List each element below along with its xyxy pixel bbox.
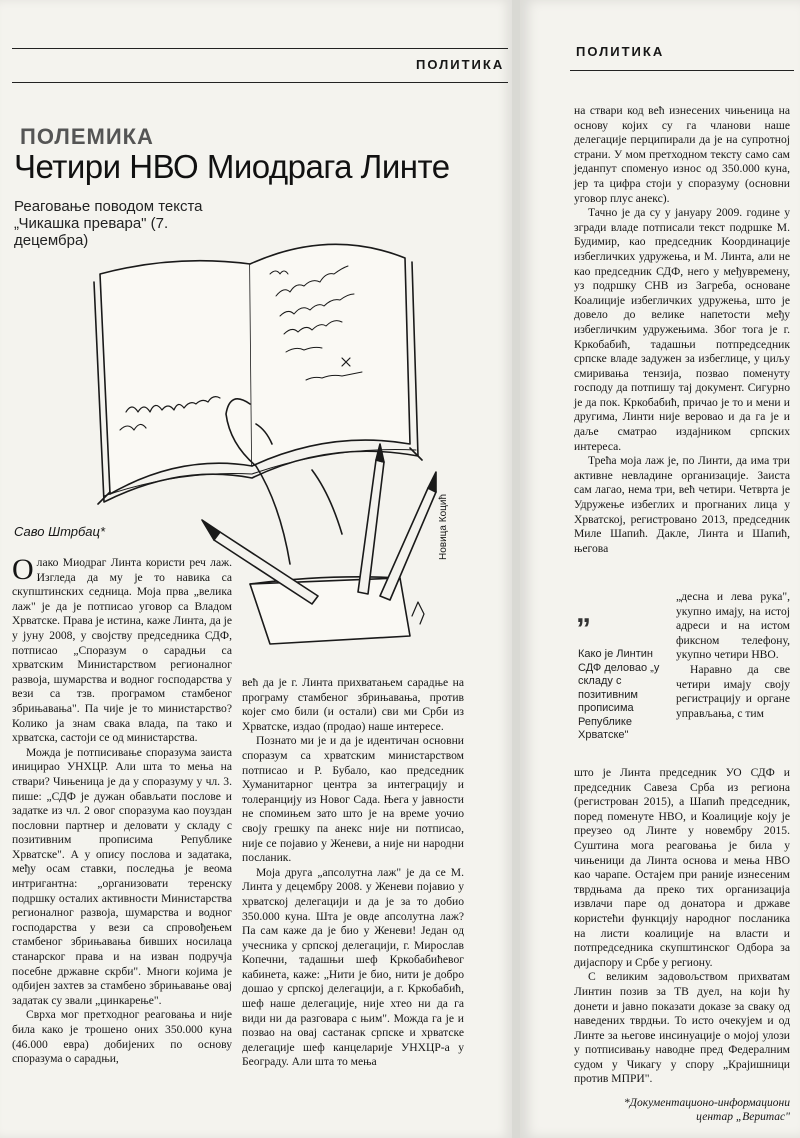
col3-bottom-paragraph-2: С великим задовољством прихватам Линтин позив за ТВ дуел, на који ћу донети и јавно показати доказе за сваку од наведених тврдњи. То исто очекујем и од Линте за његове инсинуације о мојој улози у потписивању наводне пред Федералним судом у Чикагу у спору „Крајишници против МПРИ".: [574, 970, 790, 1086]
masthead-right-rule: [570, 70, 794, 71]
col1-paragraph-1: [12, 553, 232, 746]
section-label: ПОЛЕМИКА: [20, 124, 154, 149]
byline: Саво Штрбац*: [14, 524, 106, 539]
col3-paragraph-3: Трећа моја лаж је, по Линти, да има три активне невладине организације. Заиста сам лагао, нема три, већ четири. Четврта је Удружење избеглих и прогнаних лица у Хрватској, регистровано 2013, председник Миле Шапић. Дакле, Линта и Шапић, његова: [574, 454, 790, 555]
column-3-bottom: [574, 766, 790, 1087]
masthead-rule-bottom: [12, 82, 508, 83]
col3-paragraph-2: Тачно је да су у јануару 2009. године у згради владе потписали текст подршке М. Будимир, као председник Координације избегличких удружења, и М. Линта, али не као председник СДФ, него у међувремену, уз подршку СНВ из Загреба, основане Коалиције избегличких удружења, што је довело до велике напетости међу избегличким удружењима. Због тога је г. Кркобабић, тадашњи потпредседник српске владе задужен за избеглице, у циљу смиривања тензија, позвао поменуту господу да потпишу тај документ. Сигурно је да пок. Кркобабић, причао је то и мени и другима, Линти није веровао и да га је и даље сматрао издајником српских интереса.: [574, 206, 790, 453]
col3-narrow-paragraph-2: Наравно да све четири имају своју регистрацију и органе управљања, с тим: [676, 662, 790, 720]
col2-paragraph-1: већ да је г. Линта прихватањем сарадње на програму стамбеног збрињавања, против којег смо били (и остали) сви ми Срби из Хрватске, издао (продао) наше интересе.: [242, 676, 464, 733]
illustration-credit: Новица Коцић: [438, 493, 449, 560]
col1-paragraph-2: Можда је потписивање споразума заиста иницирао УНХЦР. Али шта то мења на ствари? Чињеница је да у споразуму у чл. 3. пише: „СДФ је дужан обављати послове и задатке из чл. 2 овог споразума као поуздан пословни партнер и деловати у складу с позитивним прописима Републике Хрватске". А у опису послова и задатака, међу осам ставки, последња је веома интригантна: „организовати теренску подршку осталих активности Министарства регионалног развоја, шумарства и водног господарства у вези са спровођењем стамбеног збрињавања бивших носилаца станарског права и на изван подручја посебне државне скрби". Многи којима је одбијен захтев за стамбено збрињавање овај задатак су звали „цинкарење".: [12, 745, 232, 1007]
quote-mark-icon: „: [576, 596, 591, 629]
col2-paragraph-2: Познато ми је и да је идентичан основни споразум са хрватским министарством потписао и Р. Бубало, као председник Хуманитарног центра за интеграцију и толеранцију из Новог Сада. Њега у јавности не спомињем зато што је на време уочио своју грешку па анекс није ни потписао, није се појавио у Женеви, а није ни народни посланик.: [242, 734, 464, 865]
drop-cap: О: [12, 553, 34, 586]
col3-bottom-paragraph-1: што је Линта председник УО СДФ и председник Савеза Срба из региона (регистрован 2015), а Шапић председник, поред поменуте НВО, и Коалиције коју је преузео од Линте у новембру 2015. Суштина мога реаговања је била у чињеници да Линта основа и мења НВО као чарапе. Остајем при раније изнесеним тврдњама да преко тих организација извлачи паре од донатора и државе користећи функцију народног посланика на листи коалиције на власти и потпредседника скупштинског Одбора за дијаспору и Србе у региону.: [574, 766, 790, 969]
col2-paragraph-3: Моја друга „апсолутна лаж" је да се М. Линта у децембру 2008. у Женеви појавио у хрватској делегацији и да је за то добио 350.000 куна. Шта је овде апсолутна лаж? Па сам каже да је био у Женеви! Један од учесника у српској делегацији, г. Мирослав Копечни, тадашњи шеф Кркобабићевог кабинета, каже: „Нити је био, нити је добро дошао у српској делегацији, а г. Кркобабић, шеф наше делегације, није хтео ни да га види ни да разговара с њим". Можда га је и позвао на овај састанак српске и хрватске делегације шеф канцеларије УНХЦР-а у Београду. Али шта то мења: [242, 865, 464, 1069]
col1-paragraph-1-text: лако Миодраг Линта користи реч лаж. Изгледа да му је то навика са скупштинских седница. Моја прва „велика лаж" је да је потписао уговор са Владом Хрватске. Права је истина, каже Линта, да је у јуну 2008, у својству председника СДФ, потписао „Споразум о сарадњи са хрватским Министарством регионалног развоја, шумарства и водног господарства у вези са тзв. програмом стамбеног збрињавања". Па чије је то министарство? Колико ја знам свака влада, па тако и хрватска, састоји се од министарства.: [12, 556, 232, 745]
footnote: *Документационо-информациони центар „Веритас": [623, 1097, 790, 1123]
pull-quote: Како је Линтин СДФ деловао „у складу с позитивним прописима Републике Хрватске": [578, 648, 660, 741]
deck: Реаговање поводом текста „Чикашка преварa" (7. децембра): [14, 198, 203, 249]
column-1: [12, 553, 232, 1067]
masthead: ПОЛИТИКА: [416, 57, 505, 72]
col1-paragraph-3: Сврха мог претходног реаговања и није била како је трошено оних 350.000 куна (46.000 евра) добијених по основу споразума о сарадњи,: [12, 1008, 232, 1066]
column-3: [574, 104, 790, 556]
column-2: [242, 676, 464, 1070]
masthead-rule-top: [12, 48, 508, 49]
col3-paragraph-1: на ствари код већ изнесених чињеница на основу којих су га чланови наше делегације перципирали да је на супротној страни. У мом претходном тексту само сам једанпут споменуо износ од 350.000 куна, јер та цифра стоји у споразуму (основни уговор плус анекс).: [574, 104, 790, 205]
headline: Четири НВО Миодрага Линте: [14, 148, 450, 185]
col3-narrow-paragraph-1: „десна и лева рука", укупно имају, на истој адреси и на истом фиксном телефону, укупно четири НВО.: [676, 590, 790, 662]
column-3-narrow: [676, 590, 790, 721]
masthead-right: ПОЛИТИКА: [576, 44, 665, 59]
